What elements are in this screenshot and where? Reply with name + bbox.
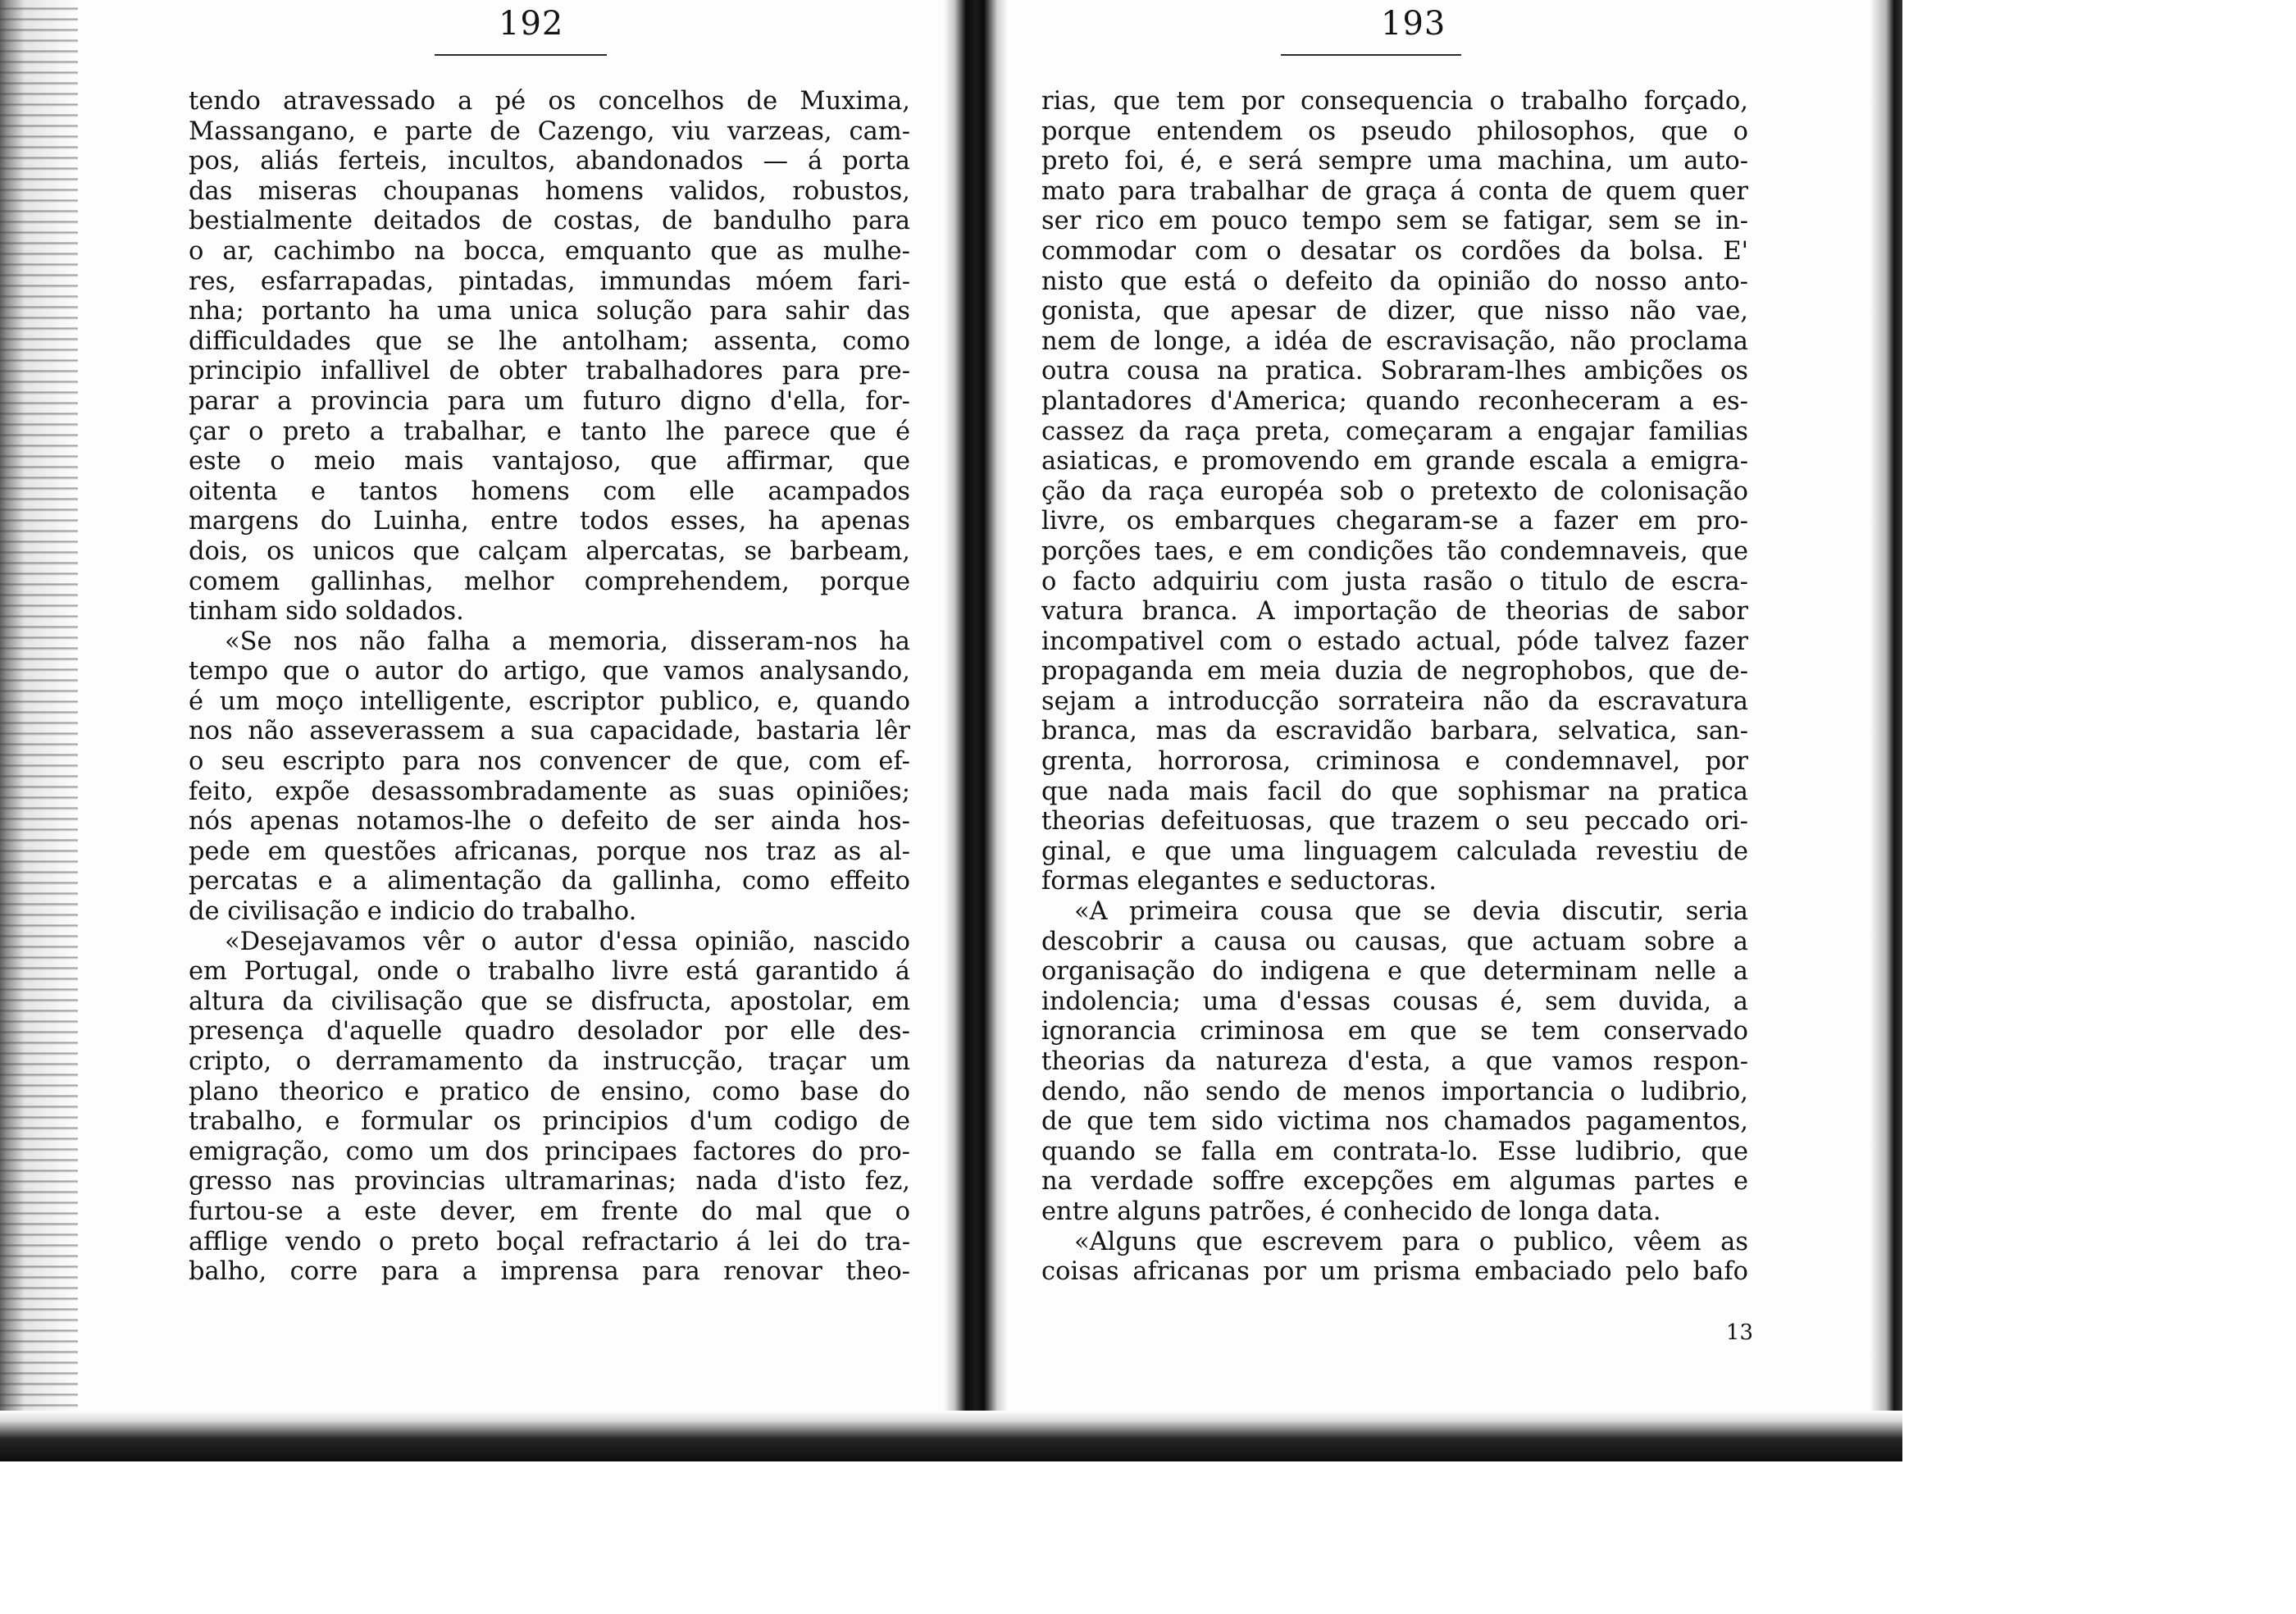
text-line: que nada mais facil do que sophismar na pratica	[1041, 777, 1748, 806]
text-line: «A primeira cousa que se devia discutir, seria	[1074, 897, 1748, 927]
text-line: pede em questões africanas, porque nos traz as al-	[189, 837, 910, 866]
text-line: outra cousa na pratica. Sobraram-lhes ambições os	[1041, 357, 1748, 386]
page-number: 193	[1381, 5, 1446, 43]
header-rule	[435, 54, 607, 56]
signature-mark: 13	[1725, 1320, 1753, 1345]
text-line: ção da raça européa sob o pretexto de colonisação	[1041, 476, 1748, 506]
text-line: plano theorico e pratico de ensino, como base do	[189, 1077, 910, 1106]
text-line: formas elegantes e seductoras.	[1041, 867, 1437, 896]
text-line: coisas africanas por um prisma embaciado pelo bafo	[1041, 1257, 1748, 1287]
text-line: indolencia; uma d'essas cousas é, sem duvida, a	[1041, 987, 1748, 1016]
text-line: nós apenas notamos-lhe o defeito de ser ainda hos-	[189, 807, 910, 837]
text-line: trabalho, e formular os principios d'um codigo de	[189, 1107, 910, 1137]
text-line: tendo atravessado a pé os concelhos de Muxima,	[189, 87, 910, 116]
text-line: theorias defeituosas, que trazem o seu peccado ori-	[1041, 807, 1748, 837]
page-text	[189, 87, 910, 1288]
text-line: descobrir a causa ou causas, que actuam sobre a	[1041, 927, 1748, 956]
text-line: emigração, como um dos principaes factores do pro-	[189, 1137, 910, 1166]
text-line: é um moço intelligente, escriptor publico, e, quando	[189, 686, 910, 716]
left-page	[189, 0, 910, 1394]
text-line: pos, aliás ferteis, incultos, abandonados — á porta	[189, 147, 910, 176]
text-line: nem de longe, a idéa de escravisação, não proclama	[1041, 326, 1748, 356]
text-line: res, esfarrapadas, pintadas, immundas móem fari-	[189, 267, 910, 296]
text-line: «Se nos não falha a memoria, disseram-nos ha	[225, 627, 910, 656]
text-line: ginal, e que uma linguagem calculada revestiu de	[1041, 837, 1748, 866]
text-line: nos não asseverassem a sua capacidade, bastaria lêr	[189, 717, 910, 746]
right-page	[1041, 0, 1753, 1394]
text-line: porque entendem os pseudo philosophos, que o	[1041, 116, 1748, 146]
text-line: vatura branca. A importação de theorias de sabor	[1041, 597, 1748, 627]
text-line: commodar com o desatar os cordões da bolsa. E'	[1041, 236, 1748, 266]
text-line: o facto adquiriu com justa rasão o titulo de escra-	[1041, 567, 1748, 596]
text-line: das miseras choupanas homens validos, robustos,	[189, 176, 910, 206]
text-line: na verdade soffre excepções em algumas partes e	[1041, 1167, 1748, 1197]
text-line: de civilisação e indicio do trabalho.	[189, 897, 637, 927]
text-line: dendo, não sendo de menos importancia o ludibrio,	[1041, 1077, 1748, 1106]
text-line: livre, os embarques chegaram-se a fazer em pro-	[1041, 507, 1748, 536]
text-line: quando se falla em contrata-lo. Esse ludibrio, que	[1041, 1137, 1748, 1166]
text-line: gresso nas provincias ultramarinas; nada d'isto fez,	[189, 1167, 910, 1197]
text-line: rias, que tem por consequencia o trabalho forçado,	[1041, 87, 1748, 116]
text-line: nha; portanto ha uma unica solução para sahir das	[189, 297, 910, 326]
text-line: percatas e a alimentação da gallinha, como effeito	[189, 867, 910, 896]
book-gutter	[943, 0, 1009, 1460]
text-line: balho, corre para a imprensa para renovar theo-	[189, 1257, 910, 1287]
text-line: ignorancia criminosa em que se tem conservado	[1041, 1017, 1748, 1046]
text-line: organisação do indigena e que determinam nelle a	[1041, 957, 1748, 987]
text-line: o seu escripto para nos convencer de que, com ef-	[189, 747, 910, 777]
text-line: branca, mas da escravidão barbara, selvatica, san-	[1041, 717, 1748, 746]
scan-right-edge	[1870, 0, 1902, 1460]
text-line: asiaticas, e promovendo em grande escala a emigra-	[1041, 447, 1748, 476]
text-line: o ar, cachimbo na bocca, emquanto que as mulhe-	[189, 236, 910, 266]
text-line: mato para trabalhar de graça á conta de quem quer	[1041, 176, 1748, 206]
page-number: 192	[499, 5, 564, 43]
text-line: afflige vendo o preto boçal refractario á lei do tra-	[189, 1227, 910, 1256]
text-line: margens do Luinha, entre todos esses, ha apenas	[189, 507, 910, 536]
text-line: tempo que o autor do artigo, que vamos analysando,	[189, 657, 910, 686]
text-line: sejam a introducção sorrateira não da escravatura	[1041, 686, 1748, 716]
text-line: ser rico em pouco tempo sem se fatigar, sem se in-	[1041, 207, 1748, 236]
text-line: cripto, o derramamento da instrucção, traçar um	[189, 1047, 910, 1076]
scan-bottom-edge	[0, 1411, 1902, 1461]
text-line: nisto que está o defeito da opinião do nosso anto-	[1041, 267, 1748, 296]
text-line: grenta, horrorosa, criminosa e condemnavel, por	[1041, 747, 1748, 777]
text-line: dois, os unicos que calçam alpercatas, se barbeam,	[189, 536, 910, 566]
text-line: bestialmente deitados de costas, de bandulho para	[189, 207, 910, 236]
text-line: difficuldades que se lhe antolham; assenta, como	[189, 326, 910, 356]
text-line: parar a provincia para um futuro digno d'ella, for-	[189, 386, 910, 416]
text-line: de que tem sido victima nos chamados pagamentos,	[1041, 1107, 1748, 1137]
text-line: Massangano, e parte de Cazengo, viu varzeas, cam-	[189, 116, 910, 146]
text-line: plantadores d'America; quando reconheceram a es-	[1041, 386, 1748, 416]
text-line: entre alguns patrões, é conhecido de longa data.	[1041, 1197, 1661, 1226]
text-line: principio infallivel de obter trabalhadores para pre-	[189, 357, 910, 386]
text-line: porções taes, e em condições tão condemnaveis, que	[1041, 536, 1748, 566]
scan-left-edge	[0, 0, 78, 1443]
text-line: «Desejavamos vêr o autor d'essa opinião, nascido	[225, 927, 910, 956]
text-line: em Portugal, onde o trabalho livre está garantido á	[189, 957, 910, 987]
text-line: oitenta e tantos homens com elle acampados	[189, 476, 910, 506]
text-line: feito, expõe desassombradamente as suas opiniões;	[189, 777, 910, 806]
text-line: furtou-se a este dever, em frente do mal que o	[189, 1197, 910, 1226]
text-line: cassez da raça preta, começaram a engajar familias	[1041, 417, 1748, 446]
text-line: theorias da natureza d'esta, a que vamos respon-	[1041, 1047, 1748, 1076]
text-line: altura da civilisação que se disfructa, apostolar, em	[189, 987, 910, 1016]
text-line: preto foi, é, e será sempre uma machina, um auto-	[1041, 147, 1748, 176]
text-line: tinham sido soldados.	[189, 597, 464, 627]
text-line: incompativel com o estado actual, póde talvez fazer	[1041, 627, 1748, 656]
header-rule	[1281, 54, 1461, 56]
text-line: gonista, que apesar de dizer, que nisso não vae,	[1041, 297, 1748, 326]
text-line: çar o preto a trabalhar, e tanto lhe parece que é	[189, 417, 910, 446]
text-line: propaganda em meia duzia de negrophobos, que de-	[1041, 657, 1748, 686]
page-text	[1041, 87, 1748, 1288]
text-line: presença d'aquelle quadro desolador por elle des-	[189, 1017, 910, 1046]
text-line: este o meio mais vantajoso, que affirmar, que	[189, 447, 910, 476]
text-line: «Alguns que escrevem para o publico, vêem as	[1074, 1227, 1748, 1256]
text-line: comem gallinhas, melhor comprehendem, porque	[189, 567, 910, 596]
